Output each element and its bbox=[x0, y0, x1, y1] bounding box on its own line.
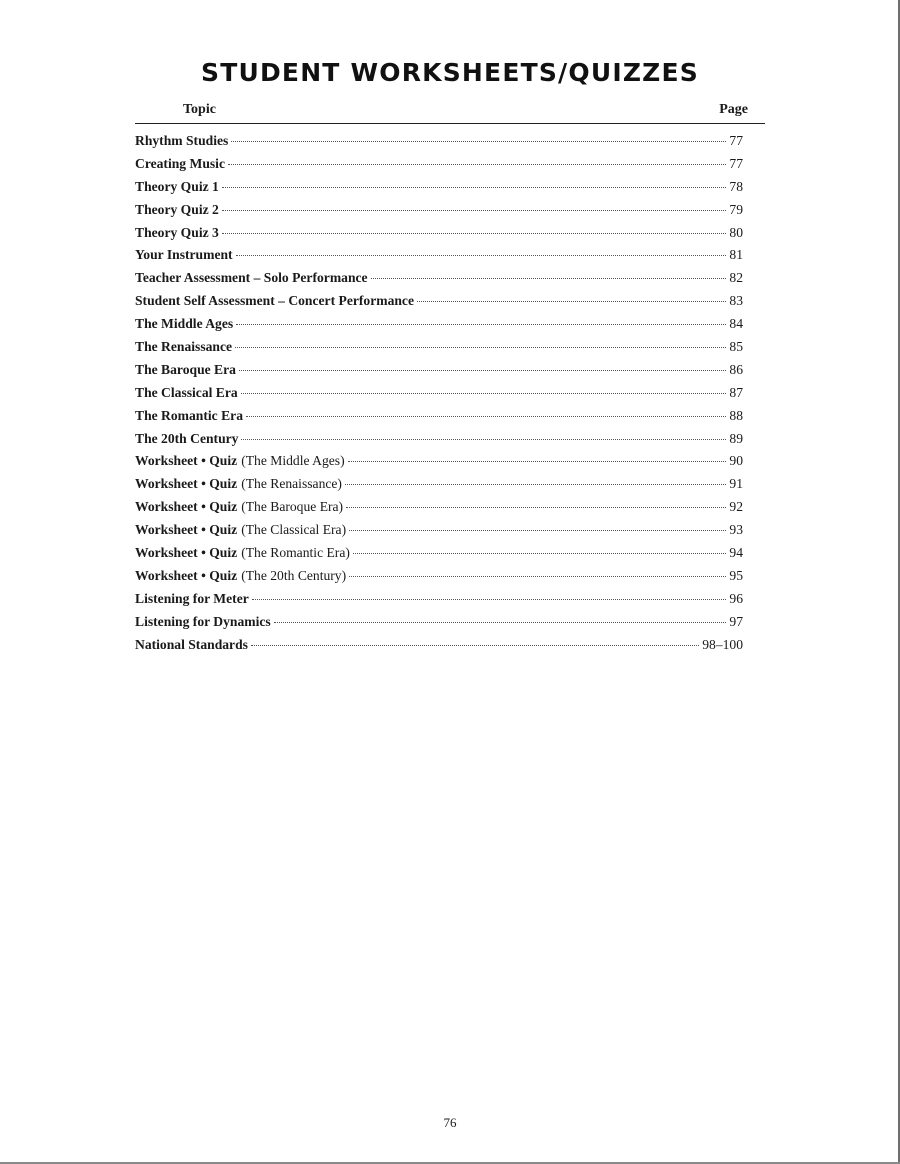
toc-entry-page: 97 bbox=[729, 613, 743, 629]
toc-entry-subtitle: (The Middle Ages) bbox=[241, 453, 345, 469]
toc-entry-title: Creating Music bbox=[135, 155, 225, 171]
toc-entry-page: 92 bbox=[729, 499, 743, 515]
dot-leader bbox=[236, 324, 726, 325]
dot-leader bbox=[235, 347, 726, 348]
topic-column-label: Topic bbox=[183, 102, 216, 117]
toc-entry bbox=[135, 588, 743, 611]
dot-leader bbox=[348, 461, 727, 462]
toc-entry-page: 82 bbox=[729, 270, 743, 286]
toc-entry-page: 80 bbox=[729, 224, 743, 240]
dot-leader bbox=[241, 393, 727, 394]
toc-entry-page: 77 bbox=[729, 133, 743, 148]
toc-entry bbox=[135, 450, 743, 473]
toc-entry-title: Worksheet • Quiz bbox=[135, 453, 238, 469]
toc-entry-subtitle: (The Renaissance) bbox=[241, 476, 342, 492]
toc-entry-page: 95 bbox=[729, 567, 743, 583]
toc-entry-page: 85 bbox=[729, 339, 743, 355]
dot-leader bbox=[239, 370, 726, 371]
toc-entry-title: The Classical Era bbox=[135, 384, 238, 400]
toc-entry bbox=[135, 382, 743, 405]
toc-entry bbox=[135, 542, 743, 565]
toc-entry-title: National Standards bbox=[135, 636, 248, 652]
toc-entry-page: 86 bbox=[729, 361, 743, 377]
page-number: 76 bbox=[443, 1115, 457, 1130]
dot-leader bbox=[222, 233, 727, 234]
toc-entry-subtitle: (The Classical Era) bbox=[241, 522, 347, 538]
dot-leader bbox=[222, 187, 727, 188]
toc-entry-title: Worksheet • Quiz bbox=[135, 567, 238, 583]
toc-entry-title: Worksheet • Quiz bbox=[135, 522, 238, 538]
table-of-contents bbox=[135, 130, 743, 656]
dot-leader bbox=[345, 484, 726, 485]
toc-entry bbox=[135, 267, 743, 290]
toc-entry-page: 89 bbox=[729, 430, 743, 446]
dot-leader bbox=[222, 210, 727, 211]
toc-entry-page: 78 bbox=[729, 178, 743, 194]
toc-entry-title: Worksheet • Quiz bbox=[135, 476, 238, 492]
toc-entry bbox=[135, 244, 743, 267]
toc-entry-page: 87 bbox=[729, 384, 743, 400]
dot-leader bbox=[228, 164, 726, 165]
toc-entry-subtitle: (The 20th Century) bbox=[241, 567, 347, 583]
toc-entry bbox=[135, 176, 743, 199]
toc-entry bbox=[135, 313, 743, 336]
toc-entry-title: The Middle Ages bbox=[135, 316, 234, 332]
dot-leader bbox=[231, 141, 726, 142]
dot-leader bbox=[251, 645, 699, 646]
dot-leader bbox=[274, 622, 727, 623]
toc-entry-title: Teacher Assessment – Solo Performance bbox=[135, 270, 368, 286]
page-title: STUDENT WORKSHEETS/QUIZZES bbox=[201, 58, 699, 87]
toc-entry-title: Theory Quiz 2 bbox=[135, 201, 219, 217]
toc-entry-page: 79 bbox=[729, 201, 743, 217]
toc-entry bbox=[135, 473, 743, 496]
dot-leader bbox=[252, 599, 727, 600]
toc-entry-title: Worksheet • Quiz bbox=[135, 545, 238, 561]
toc-entry-page: 90 bbox=[729, 453, 743, 469]
toc-entry-page: 83 bbox=[729, 293, 743, 309]
toc-entry-title: Theory Quiz 1 bbox=[135, 178, 219, 194]
toc-entry-title: The Romantic Era bbox=[135, 407, 243, 423]
toc-entry-title: The Baroque Era bbox=[135, 361, 236, 377]
toc-entry bbox=[135, 611, 743, 634]
toc-entry-title: Theory Quiz 3 bbox=[135, 224, 219, 240]
toc-entry-page: 84 bbox=[729, 316, 743, 332]
toc-entry bbox=[135, 496, 743, 519]
toc-entry-page: 77 bbox=[729, 155, 743, 171]
toc-entry bbox=[135, 199, 743, 222]
toc-header bbox=[135, 101, 765, 124]
toc-entry bbox=[135, 290, 743, 313]
dot-leader bbox=[346, 507, 726, 508]
toc-entry-title: Listening for Meter bbox=[135, 590, 249, 606]
dot-leader bbox=[349, 576, 726, 577]
toc-entry bbox=[135, 519, 743, 542]
dot-leader bbox=[236, 255, 727, 256]
toc-entry-page: 98–100 bbox=[702, 636, 743, 652]
toc-entry bbox=[135, 634, 743, 657]
toc-entry bbox=[135, 405, 743, 428]
toc-entry-title: The 20th Century bbox=[135, 430, 239, 446]
toc-entry bbox=[135, 428, 743, 451]
toc-entry bbox=[135, 565, 743, 588]
dot-leader bbox=[353, 553, 727, 554]
dot-leader bbox=[371, 278, 727, 279]
toc-entry bbox=[135, 336, 743, 359]
toc-entry-subtitle: (The Romantic Era) bbox=[241, 545, 350, 561]
dot-leader bbox=[246, 416, 726, 417]
dot-leader bbox=[349, 530, 726, 531]
toc-entry-page: 96 bbox=[729, 590, 743, 606]
toc-entry bbox=[135, 359, 743, 382]
page-column-label: Page bbox=[719, 102, 748, 117]
toc-entry-title: Student Self Assessment – Concert Performance bbox=[135, 293, 414, 309]
dot-leader bbox=[241, 439, 726, 440]
toc-entry-page: 91 bbox=[729, 476, 743, 492]
toc-entry bbox=[135, 153, 743, 176]
toc-entry-page: 81 bbox=[729, 247, 743, 263]
toc-entry-page: 93 bbox=[729, 522, 743, 538]
toc-entry-title: Listening for Dynamics bbox=[135, 613, 271, 629]
toc-entry-title: Worksheet • Quiz bbox=[135, 499, 238, 515]
toc-entry-page: 94 bbox=[729, 545, 743, 561]
toc-entry bbox=[135, 222, 743, 245]
toc-entry-title: The Renaissance bbox=[135, 339, 233, 355]
toc-entry-subtitle: (The Baroque Era) bbox=[241, 499, 344, 515]
toc-entry-title: Your Instrument bbox=[135, 247, 233, 263]
toc-entry bbox=[135, 130, 743, 153]
toc-entry-title: Rhythm Studies bbox=[135, 133, 229, 148]
toc-entry-page: 88 bbox=[729, 407, 743, 423]
dot-leader bbox=[417, 301, 726, 302]
